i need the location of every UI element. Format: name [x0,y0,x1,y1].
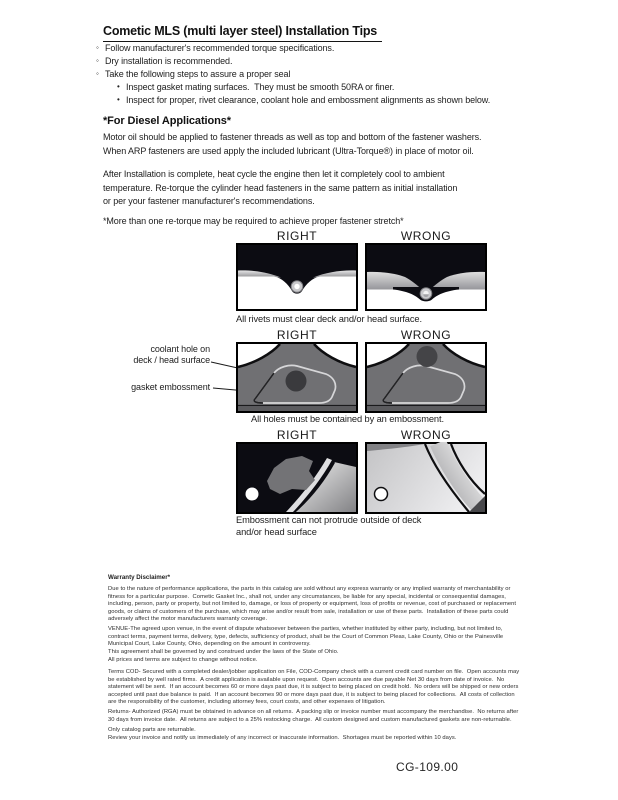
rivet-wrong-diagram [365,243,487,311]
figure3-wrong-label: WRONG [400,428,452,442]
page-title-wrap [103,22,382,42]
figure3-right-label: RIGHT [276,428,318,442]
list-item [96,41,490,54]
diesel-heading: *For Diesel Applications* [103,115,231,127]
bolt-hole [246,488,259,501]
tips-list [96,41,490,106]
diesel-paragraph-1 [103,131,481,158]
embossment-wrong-diagram [365,442,487,514]
open-bullet-icon: ◦ [96,69,99,78]
coolant-hole [286,371,307,392]
warranty-disclaimer-heading: Warranty Disclaimer* [108,574,171,581]
diesel-paragraph-2 [103,168,457,209]
figure1-right-label: RIGHT [276,229,318,243]
coolant-hole [417,346,438,367]
gasket-embossment-annotation: gasket embossment [131,382,210,392]
list-item [96,67,490,80]
open-bullet-icon: ◦ [96,43,99,52]
page-title: Cometic MLS (multi layer steel) Installation Tips [103,24,382,42]
embossment-right-diagram [236,442,358,514]
rivet-right-diagram [236,243,358,311]
paragraph-line: temperature. Re-torque the cylinder head fasteners in the same pattern as initial installation [103,182,458,193]
figure2-right-label: RIGHT [276,328,318,342]
page-code: CG-109.00 [396,760,459,774]
rivet [291,281,303,293]
list-item-text: Follow manufacturer's recommended torque specifications. [105,42,335,53]
figure3-caption: Embossment can not protrude outside of deck and/or head surface [236,515,422,537]
coolant-right-diagram [236,342,358,413]
figure2-caption: All holes must be contained by an embossment. [251,414,444,424]
figure1-caption: All rivets must clear deck and/or head surface. [236,314,422,324]
coolant-wrong-diagram [365,342,487,413]
list-item-text: Take the following steps to assure a proper seal [105,68,291,79]
disclaimer-paragraph-5: Returns- Authorized (RGA) must be obtained in advance on all returns. A packing slip or invoice number must accompany the merchandise. No returns after 30 days from invoice date. All returns are subject to a 25% restocking charge. All custom designed and custom manufactured gaskets are non-returnable. [108,709,519,723]
disclaimer-paragraph-1: Due to the nature of performance applications, the parts in this catalog are sold without any express warranty or any implied warranty of merchantability or fitness for a particular purpose. Cometic Gasket Inc., shall not, under any circumstances, be liable for any special, incidental or consequential damages, including, person, party or property, but not limited to, damage, or loss of property or equipment, loss of profits or revenue, cost of purchased or replacement goods, or claims of customers of the purchase, which may arise and/or result from sale, installation or use of these parts. Installation of these parts could adversely affect the motor manufacturers warranty coverage. [108,586,517,623]
retorque-note: *More than one re-torque may be required to achieve proper fastener stretch* [103,216,404,226]
disclaimer-paragraph-6: Only catalog parts are returnable. Review your invoice and notify us immediately of any incorrect or inaccurate information. Shortages must be reported within 10 days. [108,727,457,741]
paragraph-line: or per your fastener manufacturer's recommendations. [103,196,315,206]
rivet [420,288,432,300]
disclaimer-paragraph-2: VENUE-The agreed upon venue, in the event of dispute whatsoever between the parties, whether instituted by either party, including, but not limited to, contract terms, payment terms, delivery, type, defects, sufficiency of product, shall be the Court of Common Pleas, Lake County, Ohio or the Painesville Municipal Court, Lake County, Ohio, depending on the amount in controversy. This agreement shall be governed by and construed under the laws of the State of Ohio. [108,626,504,655]
figure1-wrong-label: WRONG [400,229,452,243]
figure2-wrong-label: WRONG [400,328,452,342]
bolt-hole [375,488,388,501]
filled-bullet-icon: • [117,82,120,91]
paragraph-line: When ARP fasteners are used apply the included lubricant (Ultra-Torque®) in place of motor oil. [103,145,474,156]
coolant-hole-annotation: coolant hole on deck / head surface [133,344,210,365]
sub-list-item [117,80,490,93]
open-bullet-icon: ◦ [96,56,99,65]
list-item-text: Dry installation is recommended. [105,55,233,66]
list-item [96,54,490,67]
disclaimer-paragraph-4: Terms COD- Secured with a completed dealer/jobber application on File, COD-Company check with a current credit card number on file. Open accounts may be established by well rated firms. A credit application is available upon request. Open accounts are due payable Net 30 days from date of invoice. No statement will be sent. If an account becomes 60 or more days past due, it is subject to being placed on credit hold. No orders will be shipped or new orders accepted until past due balance is paid. If an account becomes 90 or more days past due, it is subject to being placed for collections. All costs of collection are the responsibility of the customer, including attorney fees, court costs, and other expenses of litigation. [108,669,520,706]
filled-bullet-icon: • [117,95,120,104]
paragraph-line: After Installation is complete, heat cycle the engine then let it completely cool to ambient [103,169,445,179]
sub-list-item-text: Inspect for proper, rivet clearance, coolant hole and embossment alignments as shown below. [126,94,491,105]
sub-list-item-text: Inspect gasket mating surfaces. They must be smooth 50RA or finer. [126,81,395,92]
sub-list-item [117,93,490,106]
paragraph-line: Motor oil should be applied to fastener threads as well as top and bottom of the fastener washers. [103,132,482,142]
disclaimer-paragraph-3: All prices and terms are subject to change without notice. [108,657,258,663]
